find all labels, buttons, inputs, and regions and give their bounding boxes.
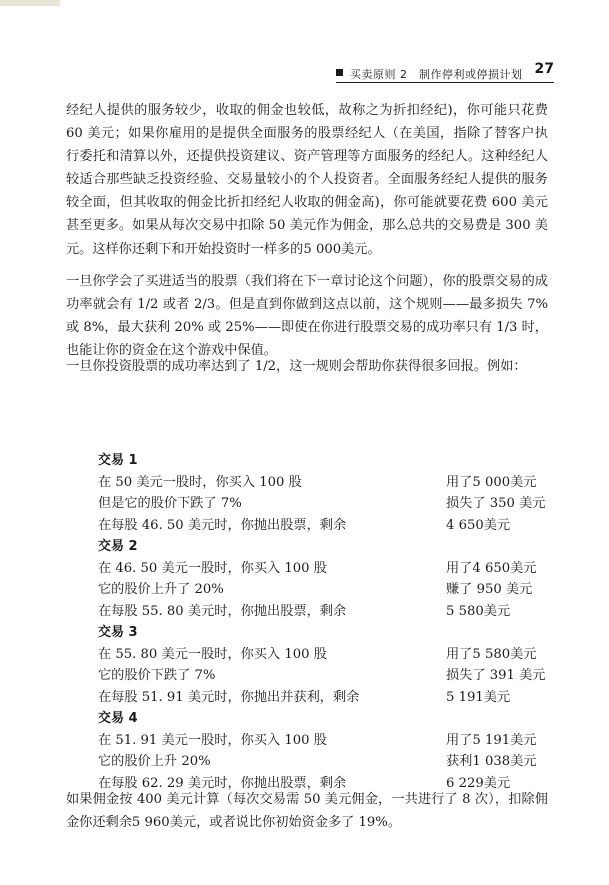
trade-row-amount: 用了5 580美元 xyxy=(446,646,537,662)
trade-row xyxy=(98,729,558,751)
trade-row-label: 在 51. 91 美元一股时，你买入 100 股 xyxy=(98,732,327,748)
trade-row-label: 在 55. 80 美元一股时，你买入 100 股 xyxy=(98,646,327,662)
trade-row xyxy=(98,686,558,708)
trade-row-label: 它的股价上升 20% xyxy=(98,754,211,769)
trade-row xyxy=(98,514,558,536)
trade-row xyxy=(98,471,558,493)
trade-row-amount: 损失了 391 美元 xyxy=(446,668,546,683)
trade-heading-row xyxy=(98,621,558,643)
trade-row xyxy=(98,557,558,579)
trade-row-label: 它的股价下跌了 7% xyxy=(98,668,216,683)
trade-heading: 交易 3 xyxy=(98,625,138,640)
trade-row-amount: 5 580美元 xyxy=(446,603,511,619)
page-number: 27 xyxy=(534,61,554,77)
trade-row-amount: 5 191美元 xyxy=(446,689,511,705)
trade-row-amount: 获利1 038美元 xyxy=(446,754,537,769)
trade-row-amount: 用了4 650美元 xyxy=(446,560,537,576)
trade-examples-table xyxy=(98,449,558,793)
trade-row xyxy=(98,750,558,772)
trade-row-amount: 用了5 000美元 xyxy=(446,474,537,490)
paragraph-commission-summary: 如果佣金按 400 美元计算（每次交易需 50 美元佣金，一共进行了 8 次），扣除佣金你还剩余5 960美元，或者说比你初始资金多了 19%。 xyxy=(66,792,548,831)
trade-row-label: 在每股 55. 80 美元时，你抛出股票，剩余 xyxy=(98,603,347,619)
trade-row-label: 在 50 美元一股时，你买入 100 股 xyxy=(98,474,302,490)
trade-row-amount: 6 229美元 xyxy=(446,775,511,791)
trade-heading-row xyxy=(98,535,558,557)
trade-row xyxy=(98,664,558,686)
scan-edge-strip xyxy=(0,0,60,6)
trade-row-label: 在每股 51. 91 美元时，你抛出并获利，剩余 xyxy=(98,689,360,705)
trade-row-label: 在 46. 50 美元一股时，你买入 100 股 xyxy=(98,560,327,576)
header-bullet-icon xyxy=(336,69,343,76)
trade-row-label: 但是它的股价下跌了 7% xyxy=(98,496,242,511)
trade-row-amount: 赚了 950 美元 xyxy=(446,582,533,597)
running-header xyxy=(336,61,554,83)
running-head-title: 买卖原则 2 制作停利或停损计划 xyxy=(350,68,523,81)
trade-heading: 交易 2 xyxy=(98,539,138,554)
trade-row-label: 它的股价上升了 20% xyxy=(98,582,224,597)
trade-heading-row xyxy=(98,449,558,471)
paragraph-success-rate: 一旦你学会了买进适当的股票（我们将在下一章讨论这个问题），你的股票交易的成功率就会有 1/2 或者 2/3。但是直到你做到这点以前，这个规则——最多损失 7% 或 8%，最大获利 20% 或 25%——即使在你进行股票交易的成功率只有 1/3 时，也能让你的资金在这个游戏中保值。 xyxy=(66,274,548,359)
trade-row xyxy=(98,492,558,514)
trade-row xyxy=(98,600,558,622)
trade-row-amount: 4 650美元 xyxy=(446,517,511,533)
trade-heading-row xyxy=(98,707,558,729)
trade-heading: 交易 1 xyxy=(98,453,138,468)
paragraph-example-intro: 一旦你投资股票的成功率达到了 1/2，这一规则会帮助你获得很多回报。例如： xyxy=(66,359,527,374)
trade-row-label: 在每股 46. 50 美元时，你抛出股票，剩余 xyxy=(98,517,347,533)
trade-row xyxy=(98,643,558,665)
trade-row xyxy=(98,578,558,600)
trade-row-amount: 用了5 191美元 xyxy=(446,732,537,748)
trade-heading: 交易 4 xyxy=(98,711,138,726)
paragraph-commission-intro: 经纪人提供的服务较少，收取的佣金也较低，故称之为折扣经纪)，你可能只花费 60 美元；如果你雇用的是提供全面服务的股票经纪人（在美国，指除了替客户执行委托和清算以外，还提供投资建议、资产管理等方面服务的经纪人。这种经纪人较适合那些缺乏投资经验、交易量较小的个人投资者。全面服务经纪人提供的服务较全面，但其收取的佣金比折扣经纪人收取的佣金高)，你可能就要花费 600 美元甚至更多。如果从每次交易中扣除 50 美元作为佣金，那么总共的交易费是 300 美元。这样你还剩下和开始投资时一样多的5 000美元。 xyxy=(66,103,548,257)
trade-row-label: 在每股 62. 29 美元时，你抛出股票，剩余 xyxy=(98,775,347,791)
trade-row-amount: 损失了 350 美元 xyxy=(446,496,546,511)
